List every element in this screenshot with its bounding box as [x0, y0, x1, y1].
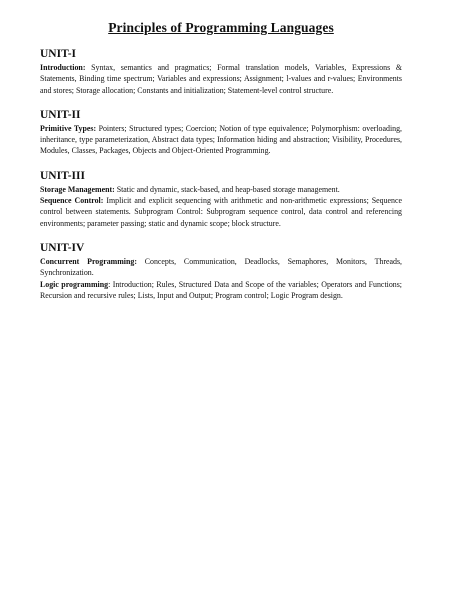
unit-3-storage-management-label: Storage Management: [40, 184, 115, 194]
unit-3-heading: UNIT-III [40, 169, 85, 182]
unit-4-logic-programming-text: : Introduction; Rules, Structured Data and Scope of the variables; Operators and Functions; Recursion and recursive rules; Lists, Input and Output; Program control; Logic Program design. [40, 279, 402, 300]
unit-4-concurrent-programming-paragraph [40, 256, 402, 279]
unit-1-introduction-label: Introduction: [40, 63, 86, 72]
unit-1-introduction-text: Syntax, semantics and pragmatics; Formal translation models, Variables, Expressions & Statements, Binding time spectrum; Variables and expressions; Assignment; l-values and r-values; Environments and stores; Storage allocation; Constants and initialization; Statement-level control structure. [40, 63, 402, 95]
unit-2-primitive-types-label: Primitive Types: [40, 123, 97, 133]
document-title: Principles of Programming Languages [108, 20, 334, 35]
unit-4-heading: UNIT-IV [40, 241, 85, 254]
unit-3-storage-management-text: Static and dynamic, stack-based, and heap-based storage management. [114, 184, 340, 194]
unit-3-sequence-control-text: Implicit and explicit sequencing with arithmetic and non-arithmetic expressions; Sequence control between statements. Subprogram Control: Subprogram sequence control, data control and referencing environments; parameter passing; static and dynamic scope; block structure. [40, 196, 402, 228]
unit-4-concurrent-programming-text: Concepts, Communication, Deadlocks, Semaphores, Monitors, Threads, Synchronization. [40, 256, 403, 278]
unit-4-section [40, 242, 402, 301]
unit-1-introduction-paragraph [40, 62, 402, 96]
unit-3-section [40, 170, 402, 229]
unit-3-sequence-control-paragraph [40, 195, 402, 229]
unit-2-primitive-types-paragraph [40, 123, 402, 157]
unit-3-sequence-control-label: Sequence Control: [40, 196, 104, 206]
unit-4-logic-programming-label: Logic programming [40, 279, 109, 289]
unit-1-heading: UNIT-I [40, 48, 77, 60]
unit-2-heading: UNIT-II [40, 108, 81, 121]
syllabus-page [40, 20, 402, 314]
unit-4-concurrent-programming-label: Concurrent Programming: [40, 256, 137, 266]
unit-4-logic-programming-paragraph [40, 279, 402, 302]
unit-2-section [40, 109, 402, 157]
unit-2-primitive-types-text: Pointers; Structured types; Coercion; Notion of type equivalence; Polymorphism: overloading, inheritance, type parameterization, Abstract data types; Information hiding and abstraction; Visibility, Procedures, Modules, Classes, Packages, Objects and Object-Oriented Programming. [40, 123, 402, 156]
unit-1-section [40, 48, 402, 96]
unit-3-storage-management-paragraph [40, 184, 402, 195]
